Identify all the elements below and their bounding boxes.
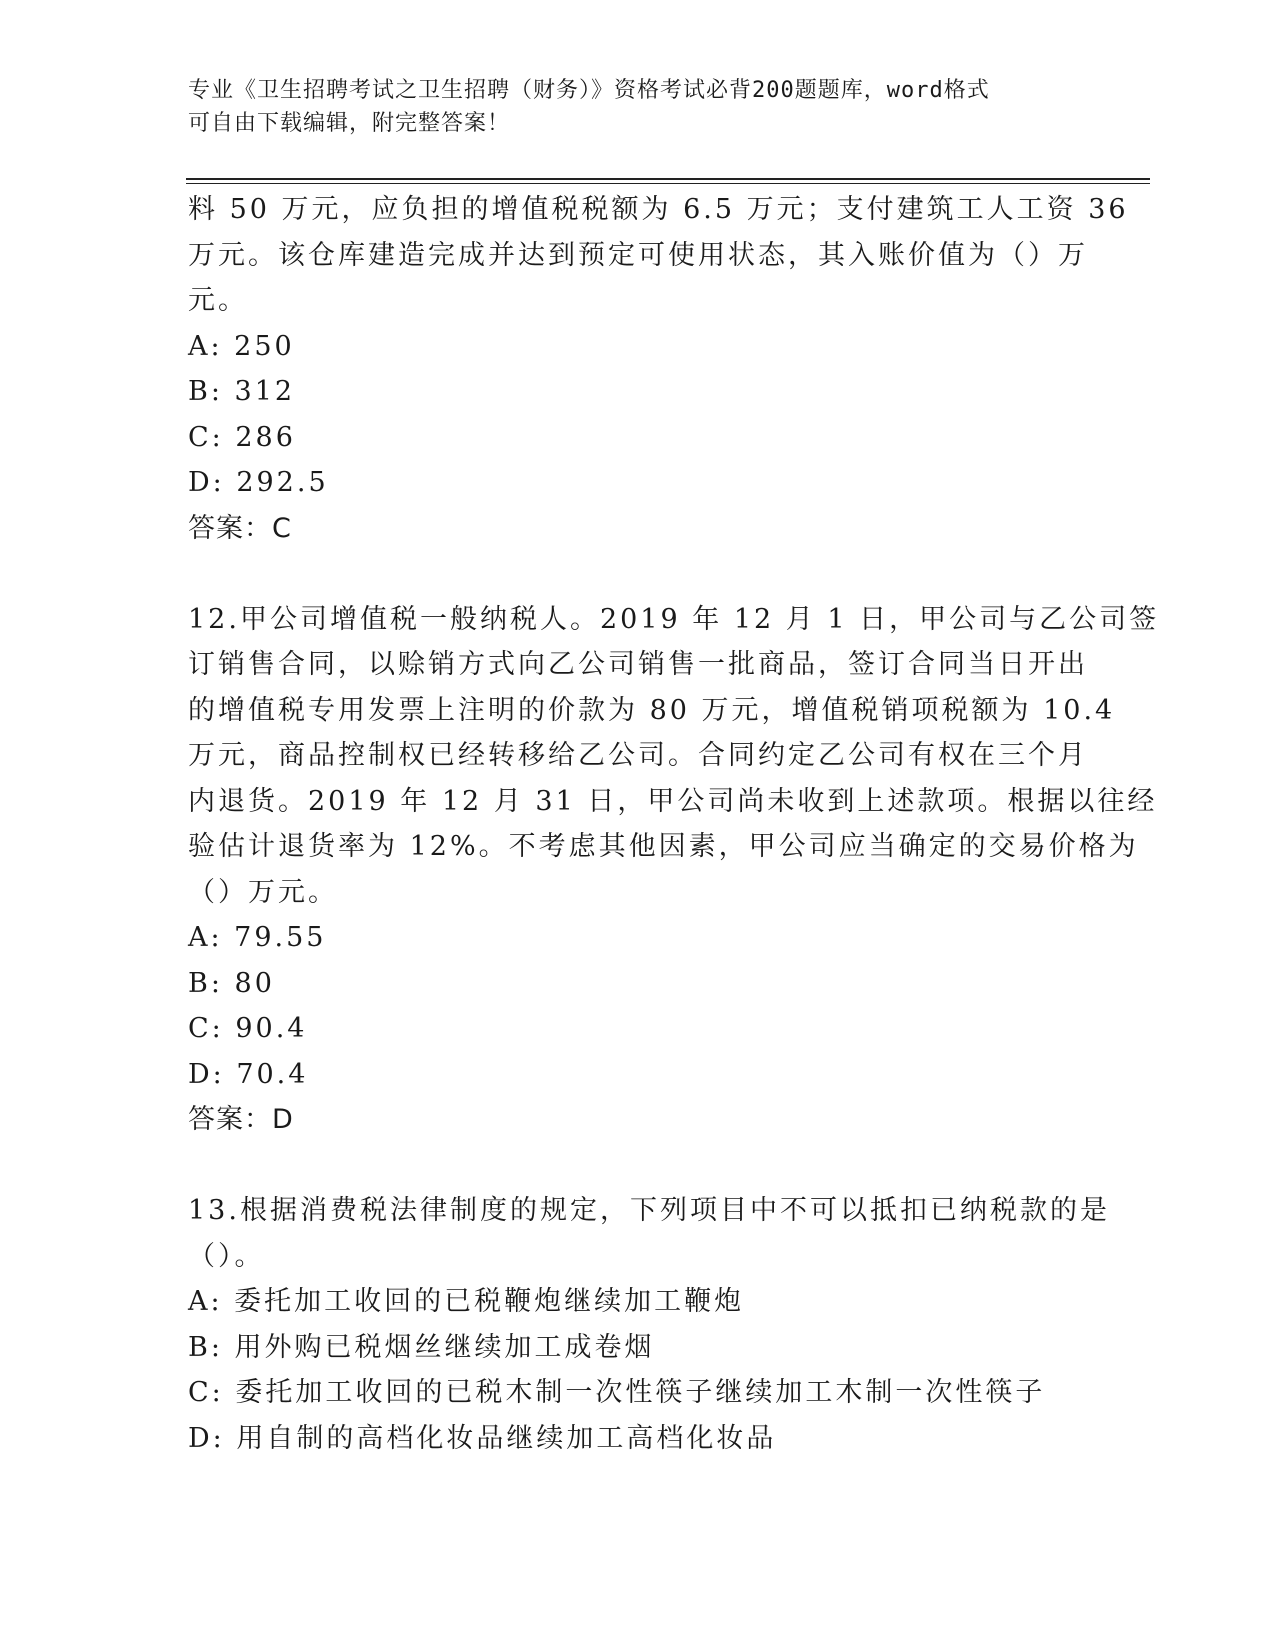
question-stem-line: 万元。该仓库建造完成并达到预定可使用状态，其入账价值为（）万 bbox=[188, 239, 1088, 271]
option-a: A: 250 bbox=[188, 330, 295, 362]
spacer bbox=[188, 1143, 1088, 1189]
document-header bbox=[188, 74, 1088, 140]
spacer bbox=[188, 551, 1088, 597]
document-body bbox=[188, 187, 1160, 1461]
option-a: A: 委托加工收回的已税鞭炮继续加工鞭炮 bbox=[188, 1286, 745, 1317]
question-stem-line: 料 50 万元，应负担的增值税税额为 6.5 万元；支付建筑工人工资 36 bbox=[188, 194, 1129, 225]
header-rule-thick bbox=[186, 178, 1150, 180]
question-stem-line: （）。 bbox=[188, 1240, 265, 1272]
option-c: C: 90.4 bbox=[188, 1013, 308, 1044]
question-stem-line: 万元，商品控制权已经转移给乙公司。合同约定乙公司有权在三个月 bbox=[188, 740, 1088, 771]
option-d: D: 用自制的高档化妆品继续加工高档化妆品 bbox=[188, 1422, 777, 1454]
question-block bbox=[188, 597, 1160, 1143]
option-b: B: 用外购已税烟丝继续加工成卷烟 bbox=[188, 1331, 655, 1363]
answer-label: 答案：D bbox=[188, 1104, 294, 1135]
header-line-2: 可自由下载编辑，附完整答案！ bbox=[188, 111, 511, 136]
option-b: B: 80 bbox=[188, 967, 275, 999]
option-d: D: 70.4 bbox=[188, 1058, 309, 1090]
option-c: C: 286 bbox=[188, 421, 296, 453]
question-stem-line: 13.根据消费税法律制度的规定，下列项目中不可以抵扣已纳税款的是 bbox=[188, 1195, 1110, 1226]
answer-label: 答案：C bbox=[188, 512, 292, 544]
header-line-1: 专业《卫生招聘考试之卫生招聘（财务）》资格考试必背200题题库，word格式 bbox=[188, 78, 990, 103]
question-stem-line: 的增值税专用发票上注明的价款为 80 万元，增值税销项税额为 10.4 bbox=[188, 694, 1116, 726]
header-rule-thin bbox=[186, 183, 1150, 184]
question-stem-line: 验估计退货率为 12%。不考虑其他因素，甲公司应当确定的交易价格为 bbox=[188, 831, 1139, 862]
question-stem-line: 订销售合同，以赊销方式向乙公司销售一批商品，签订合同当日开出 bbox=[188, 649, 1088, 680]
question-stem-line: 12.甲公司增值税一般纳税人。2019 年 12 月 1 日，甲公司与乙公司签 bbox=[188, 603, 1160, 635]
option-d: D: 292.5 bbox=[188, 467, 329, 498]
option-c: C: 委托加工收回的已税木制一次性筷子继续加工木制一次性筷子 bbox=[188, 1377, 1046, 1408]
question-stem-line: 内退货。2019 年 12 月 31 日，甲公司尚未收到上述款项。根据以往经 bbox=[188, 785, 1158, 817]
option-b: B: 312 bbox=[188, 376, 296, 407]
option-a: A: 79.55 bbox=[188, 922, 327, 953]
question-block bbox=[188, 1188, 1110, 1461]
question-stem-line: （）万元。 bbox=[188, 876, 338, 908]
question-block bbox=[188, 187, 1129, 551]
question-stem-line: 元。 bbox=[188, 285, 248, 316]
